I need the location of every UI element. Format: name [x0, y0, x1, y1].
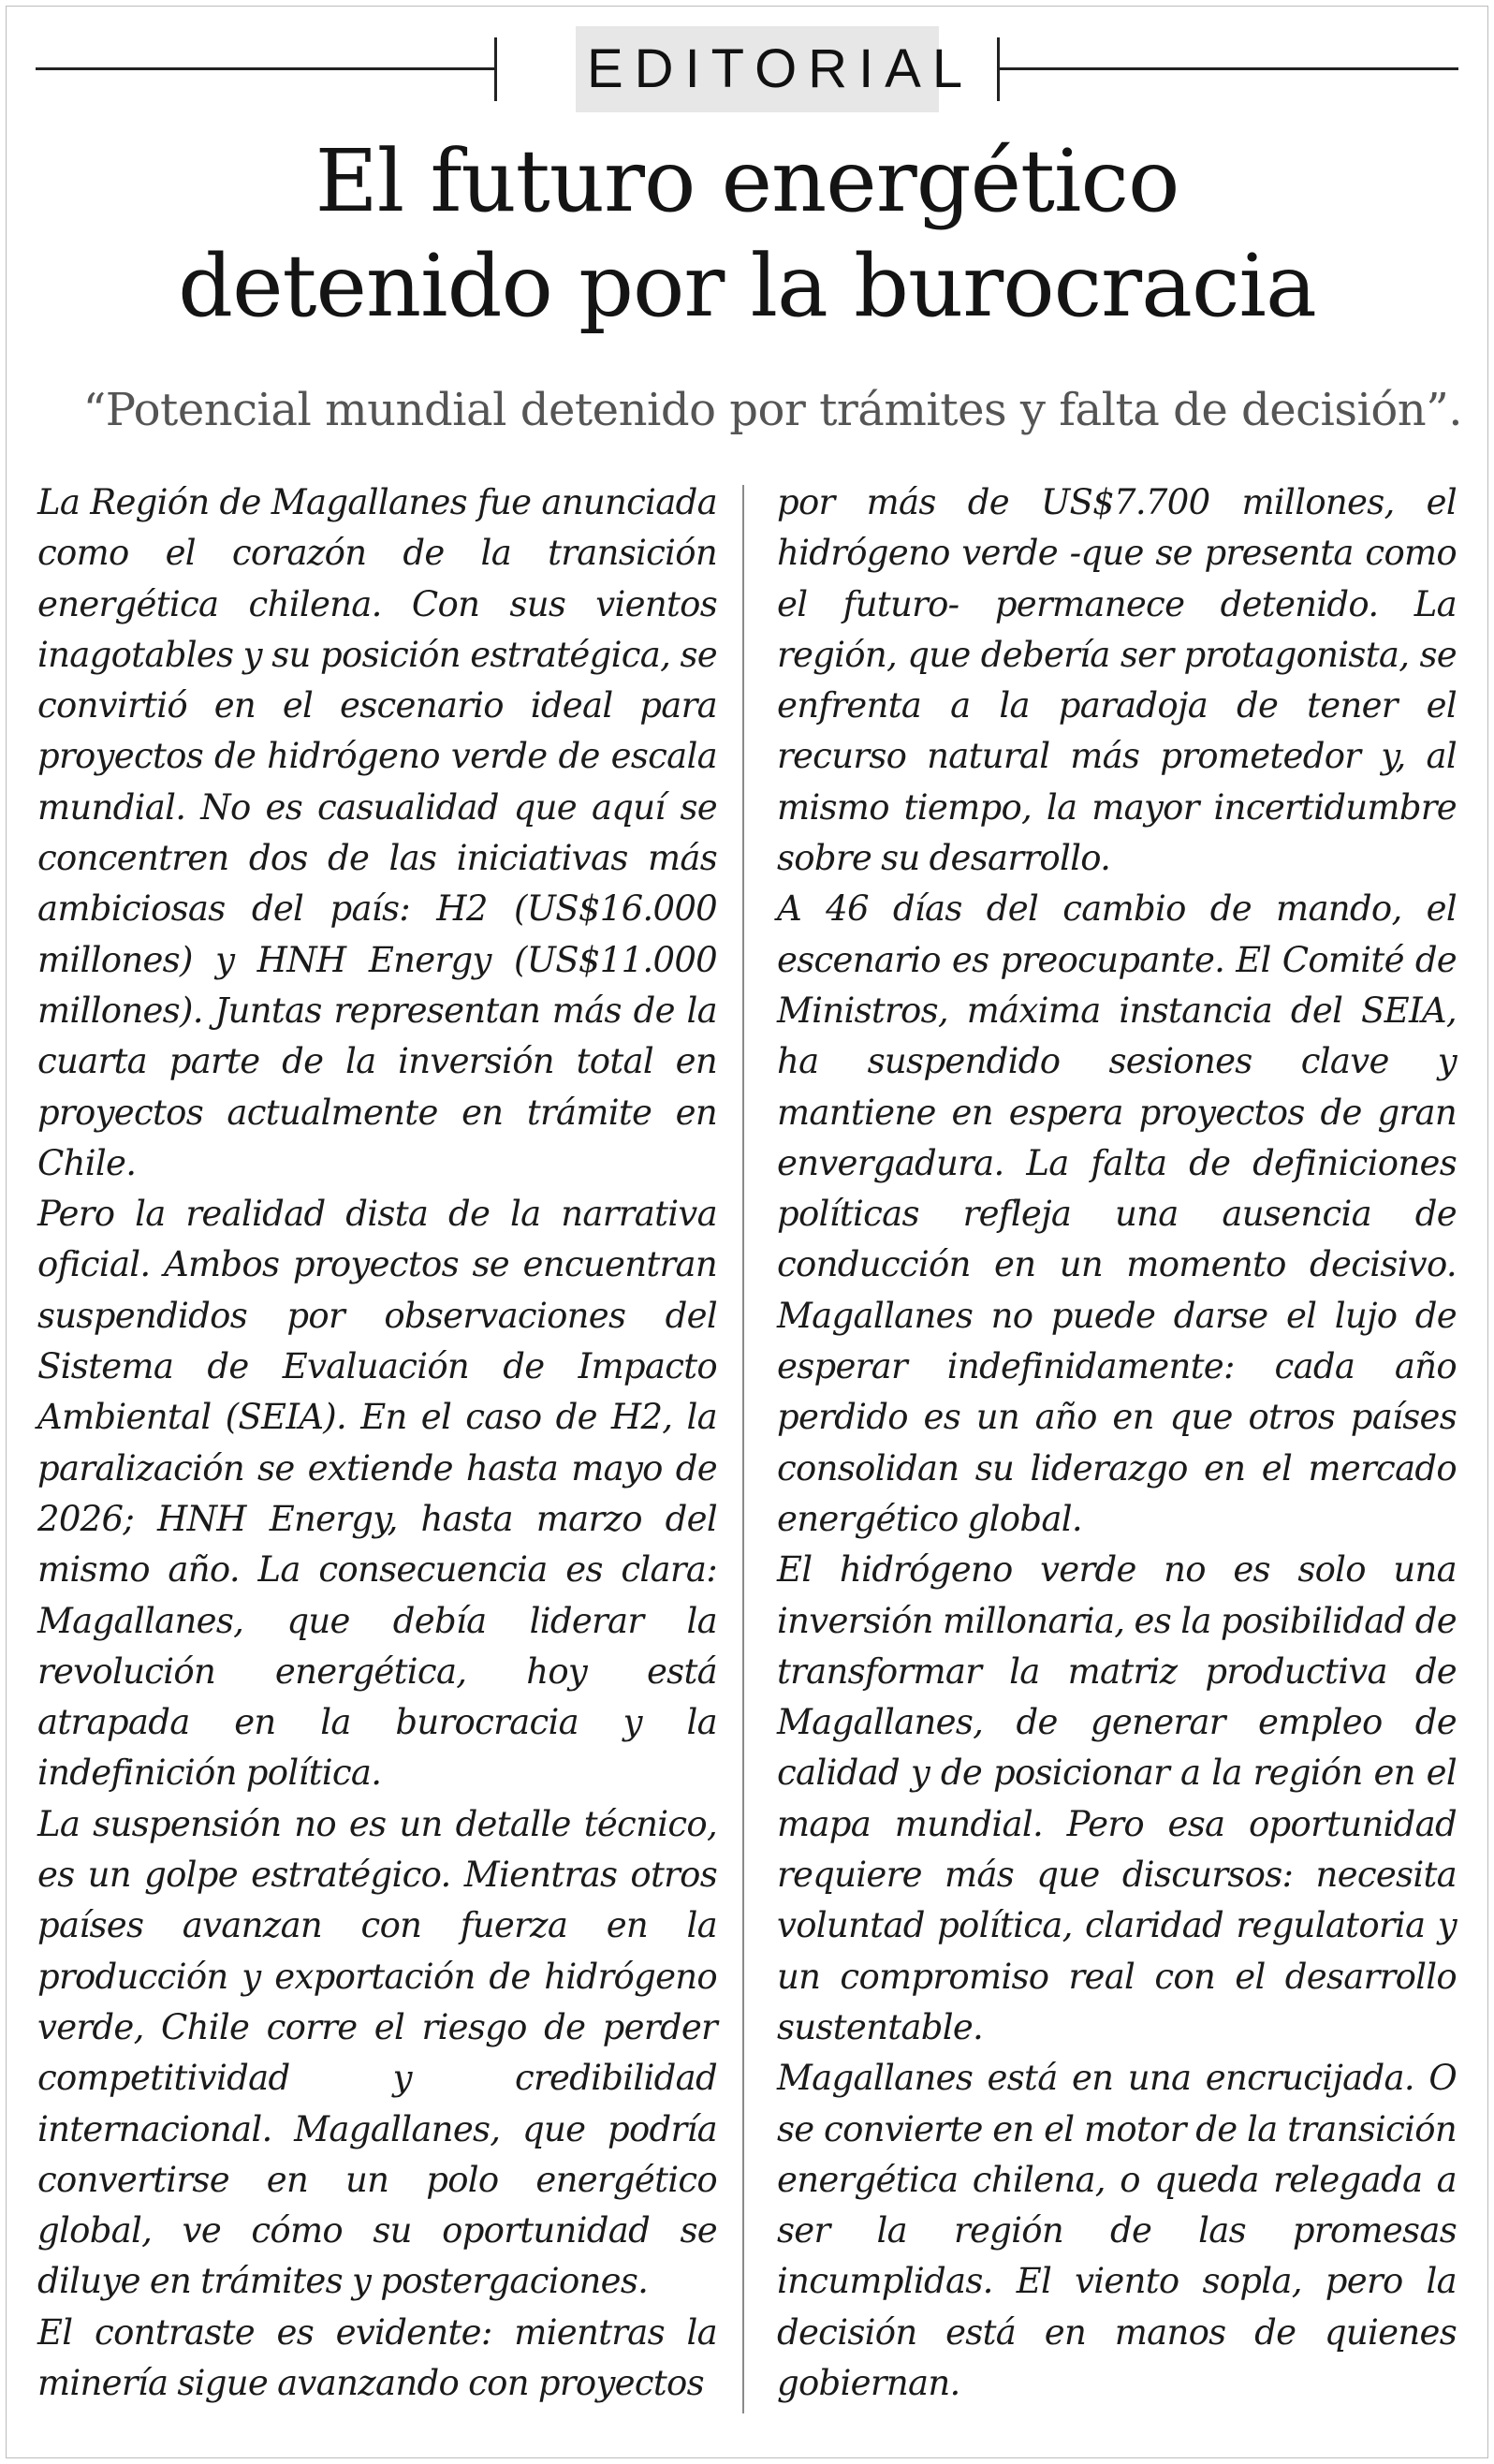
section-header — [36, 26, 1458, 116]
subtitle: “Potencial mundial detenido por trámites y falta de decisión”. — [82, 384, 1462, 436]
headline — [37, 129, 1457, 339]
headline-line-1: El futuro energético — [315, 131, 1179, 231]
paragraph: La Región de Magallanes fue anunciada como el corazón de la transición energética chilena. Con sus vientos inagotables y su posición estratégica, se convirtió en el escenario ideal para proyectos de hidrógeno verde de escala mundial. No es casualidad que aquí se concentren dos de las iniciativas más ambiciosas del país: H2 (US$16.000 millones) y HNH Energy (US$11.000 millones). Juntas representan más de la cuarta parte de la inversión total en proyectos actualmente en trámite en Chile. — [37, 482, 717, 1183]
section-label: EDITORIAL — [576, 26, 939, 112]
column-divider — [742, 485, 744, 2413]
paragraph: por más de US$7.700 millones, el hidrógeno verde -que se presenta como el futuro- permanece detenido. La región, que debería ser protagonista, se enfrenta a la paradoja de tener el recurso natural más prometedor y, al mismo tiempo, la mayor incertidumbre sobre su desarrollo. — [777, 482, 1457, 879]
header-tick-left — [494, 37, 497, 101]
paragraph: El contraste es evidente: mientras la minería sigue avanzando con proyectos — [37, 2311, 717, 2403]
header-rule-right — [1000, 67, 1458, 70]
headline-line-2: detenido por la burocracia — [178, 236, 1316, 336]
paragraph: La suspensión no es un detalle técnico, es un golpe estratégico. Mientras otros países avanzan con fuerza en la producción y exportación de hidrógeno verde, Chile corre el riesgo de perder competitividad y credibilidad internacional. Magallanes, que podría convertirse en un polo energético global, ve cómo su oportunidad se diluye en trámites y postergaciones. — [37, 1803, 717, 2302]
paragraph: Magallanes está en una encrucijada. O se convierte en el motor de la transición energética chilena, o queda relegada a ser la región de las promesas incumplidas. El viento sopla, pero la decisión está en manos de quienes gobiernan. — [777, 2058, 1457, 2403]
paragraph: El hidrógeno verde no es solo una inversión millonaria, es la posibilidad de transformar la matriz productiva de Magallanes, de generar empleo de calidad y de posicionar a la región en el mapa mundial. Pero esa oportunidad requiere más que discursos: necesita voluntad política, claridad regulatoria y un compromiso real con el desarrollo sustentable. — [777, 1549, 1457, 2047]
body-column-right — [777, 477, 1457, 2409]
header-rule-left — [36, 67, 494, 70]
body-column-left — [37, 477, 717, 2409]
paragraph: Pero la realidad dista de la narrativa oficial. Ambos proyectos se encuentran suspendidos por observaciones del Sistema de Evaluación de Impacto Ambiental (SEIA). En el caso de H2, la paralización se extiende hasta mayo de 2026; HNH Energy, hasta marzo del mismo año. La consecuencia es clara: Magallanes, que debía liderar la revolución energética, hoy está atrapada en la burocracia y la indefinición política. — [37, 1194, 717, 1794]
paragraph: A 46 días del cambio de mando, el escenario es preocupante. El Comité de Ministros, máxima instancia del SEIA, ha suspendido sesiones clave y mantiene en espera proyectos de gran envergadura. La falta de definiciones políticas refleja una ausencia de conducción en un momento decisivo. Magallanes no puede darse el lujo de esperar indefinidamente: cada año perdido es un año en que otros países consolidan su liderazgo en el mercado energético global. — [777, 888, 1457, 1539]
